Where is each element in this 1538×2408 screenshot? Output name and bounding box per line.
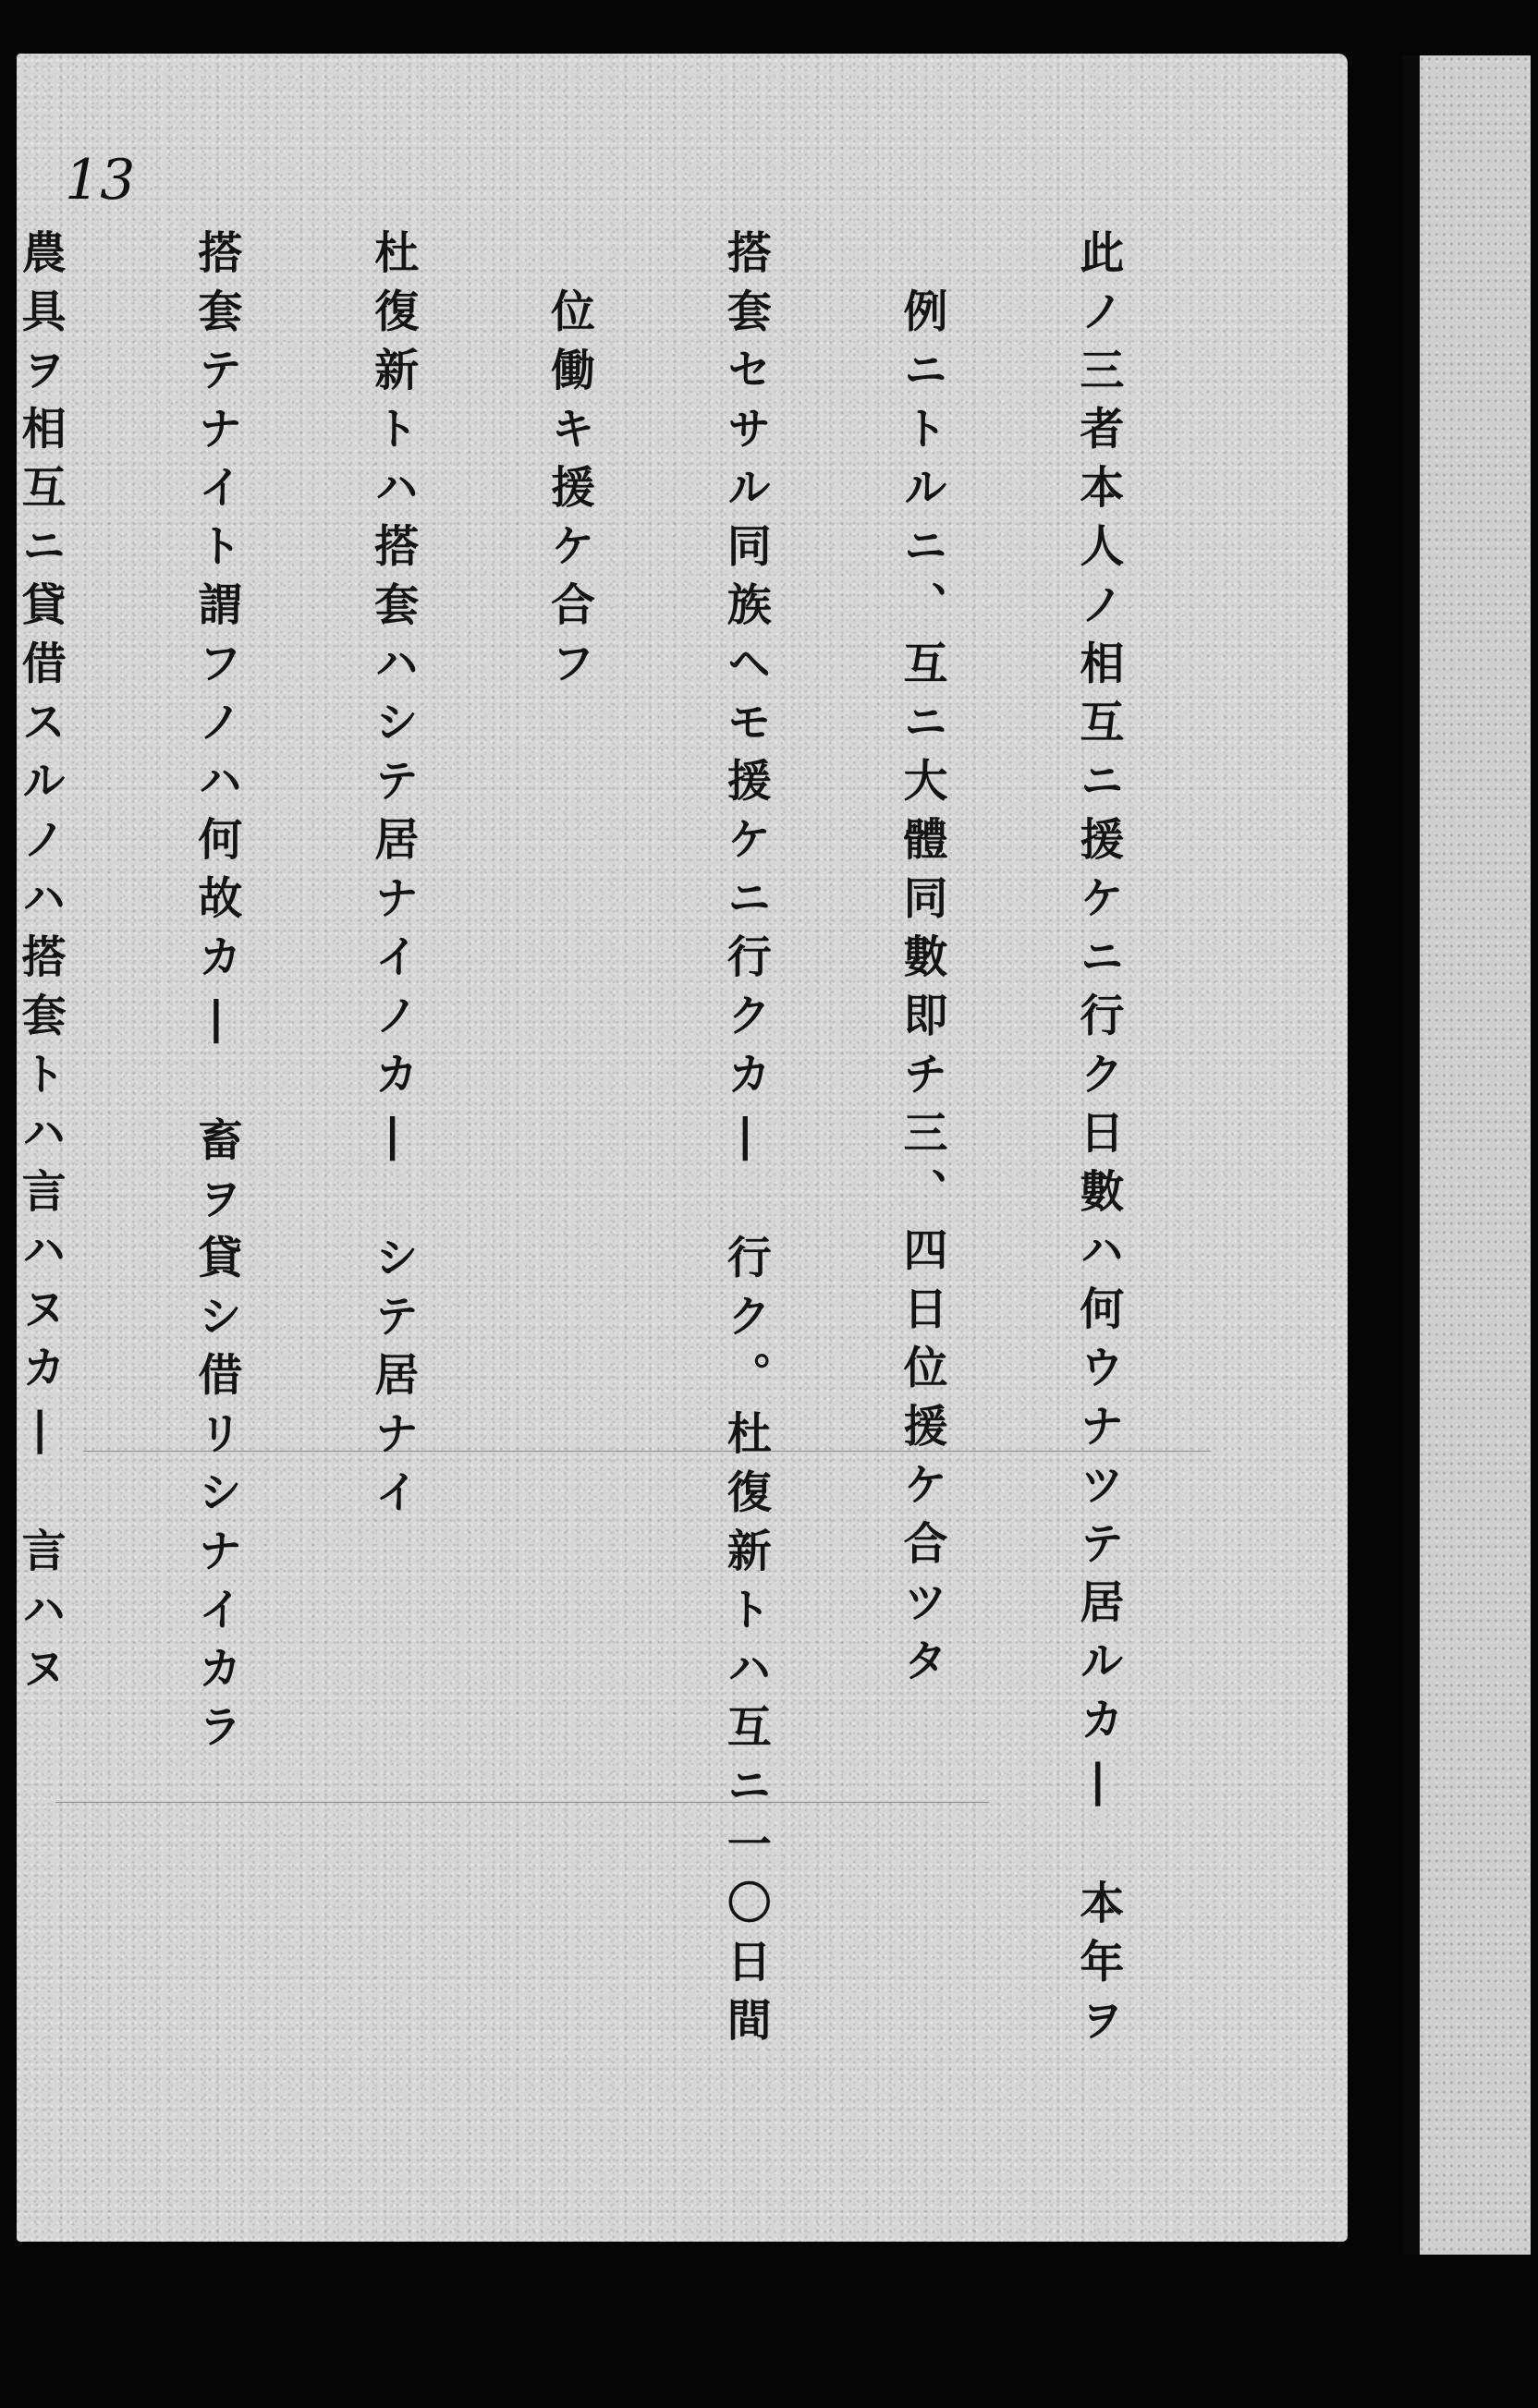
text-column: 搭套セサル同族ヘモ援ケニ行クカ| 行ク。杜復新トハ互ニ一〇日間 — [719, 229, 772, 2056]
adjacent-page-edge — [1403, 55, 1531, 2255]
text-column: 例ニトルニ、互ニ大體同數即チ三、四日位援ケ合ツタ — [896, 229, 948, 1814]
text-column: 搭套テナイト謂フノハ何故カ| 畜ヲ貸シ借リシナイカラ — [189, 229, 242, 1762]
page-number: 13 — [65, 148, 136, 213]
text-column: 位働キ援ケ合フ — [543, 229, 595, 699]
text-column: 此ノ三者本人ノ相互ニ援ケニ行ク日數ハ何ウナツテ居ルカ| 本年ヲ — [1071, 229, 1124, 2056]
text-column: 農具ヲ相互ニ貸借スルノハ搭套トハ言ハヌカ| 言ハヌ — [14, 229, 67, 1704]
vertical-text-body — [14, 229, 1244, 2114]
text-column: 杜復新トハ搭套ハシテ居ナイノカ| シテ居ナイ — [366, 229, 419, 1527]
